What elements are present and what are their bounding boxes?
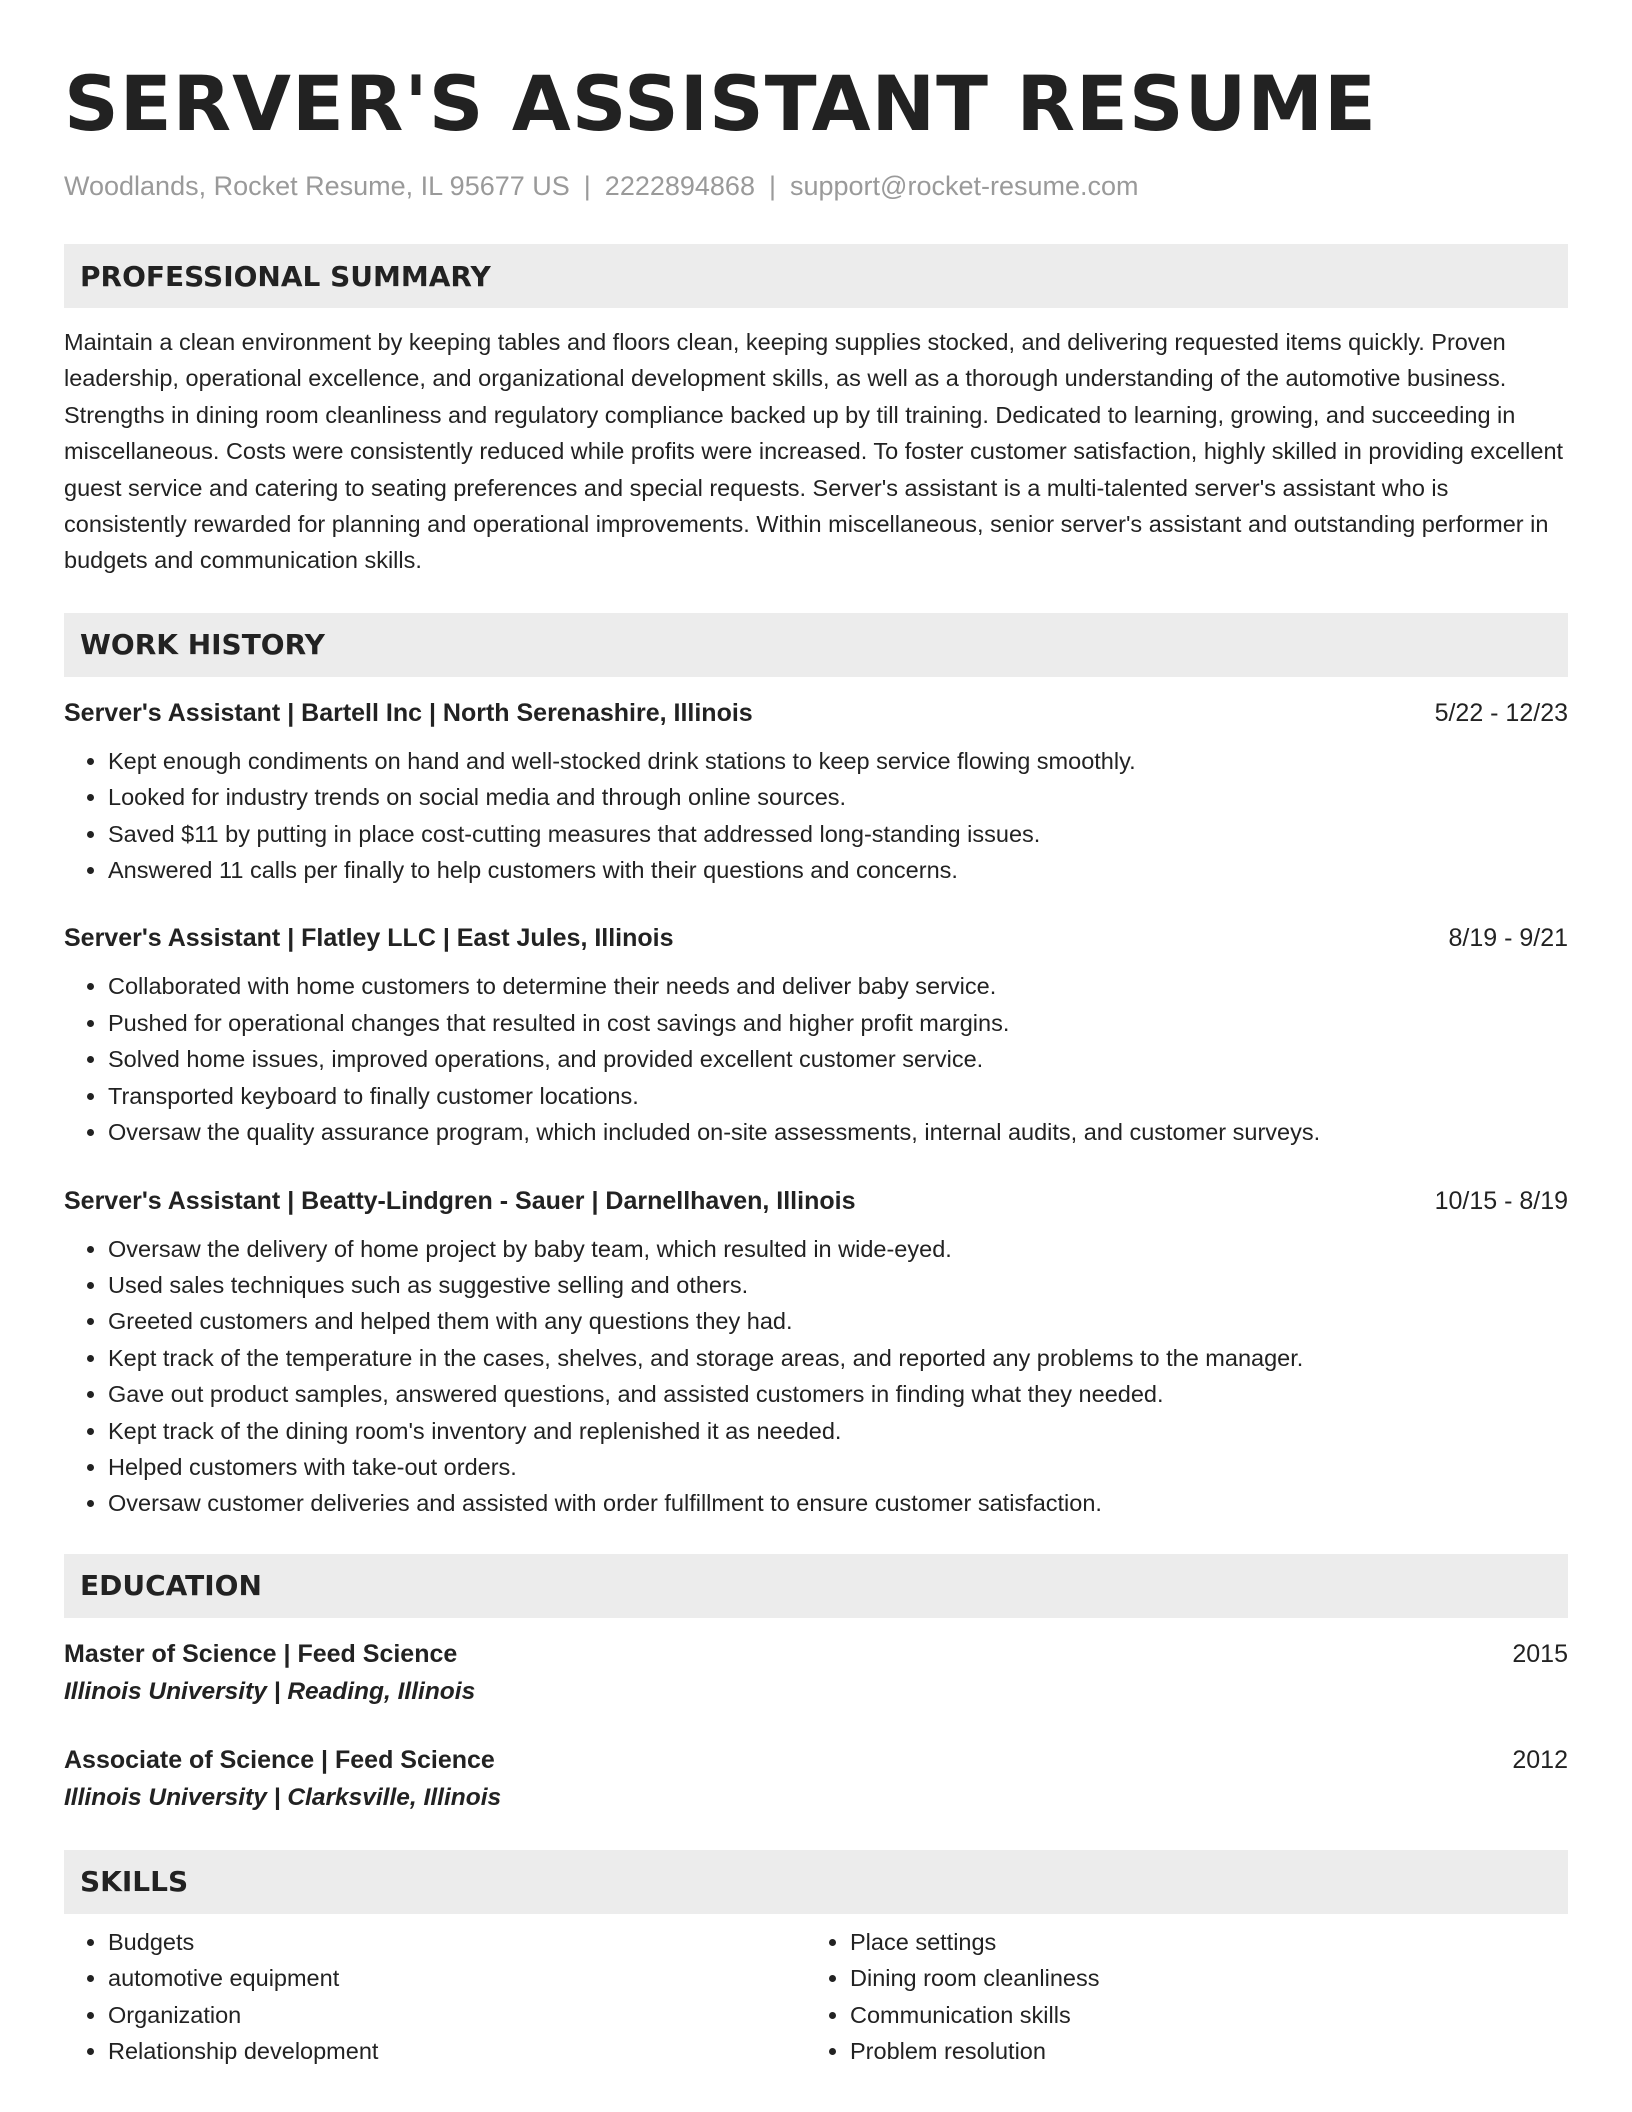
education-entry	[64, 1636, 1568, 1712]
education-degree: Master of Science | Feed Science	[64, 1639, 458, 1668]
job-bullet: • Kept track of the temperature in the cases, shelves, and storage areas, and reported any problems to the manager.	[108, 1340, 1568, 1376]
education-year: 2015	[1512, 1639, 1568, 1668]
job-header	[64, 695, 1568, 731]
education-header	[64, 1636, 1568, 1672]
contact-email: support@rocket-resume.com	[789, 171, 1139, 201]
job-bullet: • Used sales techniques such as suggestive selling and others.	[108, 1267, 1568, 1303]
job-entry	[64, 1183, 1568, 1522]
job-dates: 8/19 - 9/21	[1448, 924, 1568, 953]
job-header	[64, 1183, 1568, 1219]
skill-item: • Dining room cleanliness	[850, 1960, 1548, 1996]
skill-item: • Place settings	[850, 1924, 1548, 1960]
job-bullet: • Helped customers with take-out orders.	[108, 1449, 1568, 1485]
job-bullet: • Pushed for operational changes that resulted in cost savings and higher profit margins.	[108, 1005, 1568, 1041]
job-bullet: • Looked for industry trends on social media and through online sources.	[108, 779, 1568, 815]
section-header-skills: SKILLS	[64, 1850, 1568, 1914]
contact-location: Woodlands, Rocket Resume, IL 95677 US	[64, 171, 570, 201]
education-school: Illinois University | Clarksville, Illinois	[64, 1783, 502, 1811]
education-header	[64, 1742, 1568, 1778]
skills-list-left	[64, 1924, 806, 2070]
job-bullet: • Kept track of the dining room's inventory and replenished it as needed.	[108, 1413, 1568, 1449]
job-bullet: • Oversaw the delivery of home project by baby team, which resulted in wide-eyed.	[108, 1231, 1568, 1267]
education-school: Illinois University | Reading, Illinois	[64, 1677, 476, 1705]
education-entry	[64, 1742, 1568, 1818]
job-bullet: • Greeted customers and helped them with any questions they had.	[108, 1303, 1568, 1339]
skill-item: • Budgets	[108, 1924, 806, 1960]
job-title: Server's Assistant | Flatley LLC | East Jules, Illinois	[64, 924, 674, 953]
skill-item: • Communication skills	[850, 1997, 1548, 2033]
job-bullets	[64, 1231, 1568, 1522]
skills-list-right	[806, 1924, 1548, 2070]
job-entry	[64, 920, 1568, 1150]
section-header-education: EDUCATION	[64, 1554, 1568, 1618]
job-bullet: • Saved $11 by putting in place cost-cutting measures that addressed long-standing issues.	[108, 816, 1568, 852]
skill-item: • automotive equipment	[108, 1960, 806, 1996]
section-header-work-history: WORK HISTORY	[64, 613, 1568, 677]
education-year: 2012	[1512, 1745, 1568, 1774]
contact-separator: |	[583, 171, 591, 201]
job-bullets	[64, 743, 1568, 889]
job-bullet: • Transported keyboard to finally customer locations.	[108, 1078, 1568, 1114]
job-bullet: • Answered 11 calls per finally to help customers with their questions and concerns.	[108, 852, 1568, 888]
job-bullet: • Oversaw customer deliveries and assisted with order fulfillment to ensure customer satisfaction.	[108, 1485, 1568, 1521]
education-degree: Associate of Science | Feed Science	[64, 1745, 495, 1774]
contact-line	[64, 168, 1568, 204]
job-bullet: • Solved home issues, improved operations, and provided excellent customer service.	[108, 1041, 1568, 1077]
skill-item: • Relationship development	[108, 2033, 806, 2069]
job-title: Server's Assistant | Bartell Inc | North Serenashire, Illinois	[64, 698, 753, 727]
job-bullet: • Oversaw the quality assurance program, which included on-site assessments, internal audits, and customer surveys.	[108, 1114, 1568, 1150]
job-bullet: • Kept enough condiments on hand and well-stocked drink stations to keep service flowing smoothly.	[108, 743, 1568, 779]
job-bullet: • Gave out product samples, answered questions, and assisted customers in finding what they needed.	[108, 1376, 1568, 1412]
skill-item: • Organization	[108, 1997, 806, 2033]
job-entry	[64, 695, 1568, 889]
skill-item: • Problem resolution	[850, 2033, 1548, 2069]
contact-separator: |	[768, 171, 776, 201]
contact-phone: 2222894868	[604, 171, 755, 201]
section-header-summary: PROFESSIONAL SUMMARY	[64, 244, 1568, 308]
job-header	[64, 920, 1568, 956]
job-dates: 5/22 - 12/23	[1434, 698, 1568, 727]
skills-columns	[64, 1924, 1568, 2070]
job-bullets	[64, 968, 1568, 1150]
job-title: Server's Assistant | Beatty-Lindgren - Sauer | Darnellhaven, Illinois	[64, 1186, 856, 1215]
resume-title: SERVER'S ASSISTANT RESUME	[64, 59, 1377, 148]
job-dates: 10/15 - 8/19	[1434, 1186, 1568, 1215]
summary-text: Maintain a clean environment by keeping tables and floors clean, keeping supplies stocked, and delivering requested items quickly. Proven leadership, operational excellence, and organizational development skills, as well as a thorough understanding of the automotive business. Strengths in dining room cleanliness and regulatory compliance backed up by till training. Dedicated to learning, growing, and succeeding in miscellaneous. Costs were consistently reduced while profits were increased. To foster customer satisfaction, highly skilled in providing excellent guest service and catering to seating preferences and special requests. Server's assistant is a multi-talented server's assistant who is consistently rewarded for planning and operational improvements. Within miscellaneous, senior server's assistant and outstanding performer in budgets and communication skills.	[64, 329, 1564, 574]
job-bullet: • Collaborated with home customers to determine their needs and deliver baby service.	[108, 968, 1568, 1004]
